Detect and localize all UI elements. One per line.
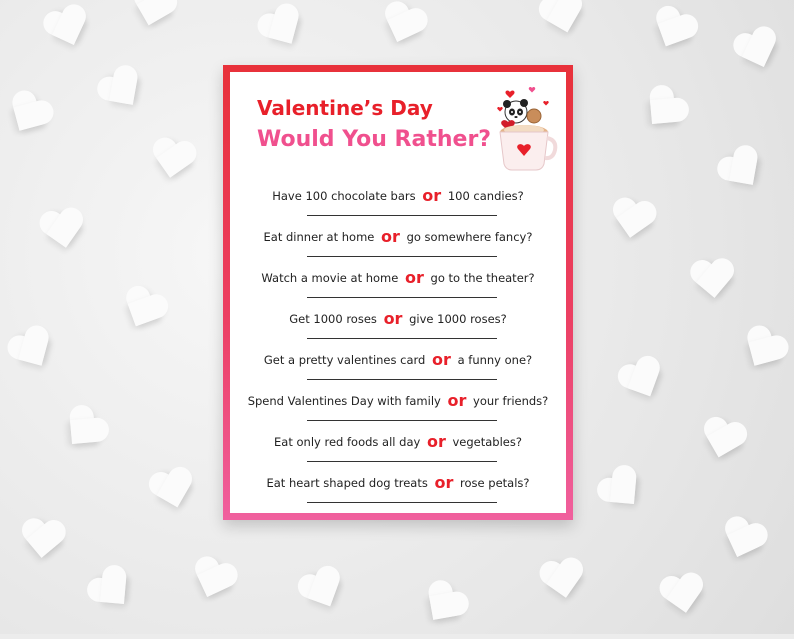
question-8 xyxy=(230,473,566,492)
question-5 xyxy=(230,350,566,369)
answer-line[interactable] xyxy=(307,215,497,216)
option-a-text: Have 100 chocolate bars xyxy=(272,189,416,203)
candy-heart-icon xyxy=(147,136,200,185)
candy-heart-icon xyxy=(607,196,660,245)
sheet-content xyxy=(230,72,566,513)
printable-sheet xyxy=(223,65,573,520)
question-3 xyxy=(230,268,566,287)
or-word: or xyxy=(426,432,446,451)
question-1 xyxy=(230,186,566,205)
option-b-text: rose petals? xyxy=(460,476,530,490)
option-b-text: a funny one? xyxy=(457,353,533,367)
option-a-text: Eat dinner at home xyxy=(263,230,375,244)
question-2 xyxy=(230,227,566,246)
answer-line[interactable] xyxy=(307,256,497,257)
answer-line[interactable] xyxy=(307,461,497,462)
question-7 xyxy=(230,432,566,451)
or-word: or xyxy=(381,227,400,246)
option-a-text: Get 1000 roses xyxy=(289,312,377,326)
candy-heart-icon xyxy=(37,206,90,255)
or-word: or xyxy=(405,268,424,287)
option-a-text: Spend Valentines Day with family xyxy=(247,394,441,408)
option-a-text: Eat only red foods all day xyxy=(274,435,421,449)
or-word: or xyxy=(434,473,454,492)
title-valentines-day: Valentine’s Day xyxy=(257,96,433,120)
title-would-you-rather: Would You Rather? xyxy=(257,127,492,152)
option-b-text: your friends? xyxy=(473,394,549,408)
candy-heart-icon xyxy=(18,518,67,564)
candy-heart-icon xyxy=(537,556,590,605)
or-word: or xyxy=(432,350,451,369)
candy-heart-icon xyxy=(657,571,710,620)
answer-line[interactable] xyxy=(307,338,497,339)
option-a-text: Watch a movie at home xyxy=(261,271,399,285)
option-a-text: Eat heart shaped dog treats xyxy=(266,476,428,490)
answer-line[interactable] xyxy=(307,502,497,503)
option-b-text: 100 candies? xyxy=(447,189,524,203)
option-b-text: vegetables? xyxy=(452,435,522,449)
question-4 xyxy=(230,309,566,328)
candy-heart-icon xyxy=(688,258,737,304)
or-word: or xyxy=(422,186,442,205)
answer-line[interactable] xyxy=(307,379,497,380)
option-a-text: Get a pretty valentines card xyxy=(263,353,426,367)
question-6 xyxy=(230,391,566,410)
option-b-text: give 1000 roses? xyxy=(409,312,507,326)
answer-line[interactable] xyxy=(307,420,497,421)
option-b-text: go to the theater? xyxy=(430,271,535,285)
option-b-text: go somewhere fancy? xyxy=(406,230,533,244)
or-word: or xyxy=(383,309,403,328)
or-word: or xyxy=(447,391,467,410)
answer-line[interactable] xyxy=(307,297,497,298)
panda-in-mug-with-hearts-icon xyxy=(488,82,560,174)
